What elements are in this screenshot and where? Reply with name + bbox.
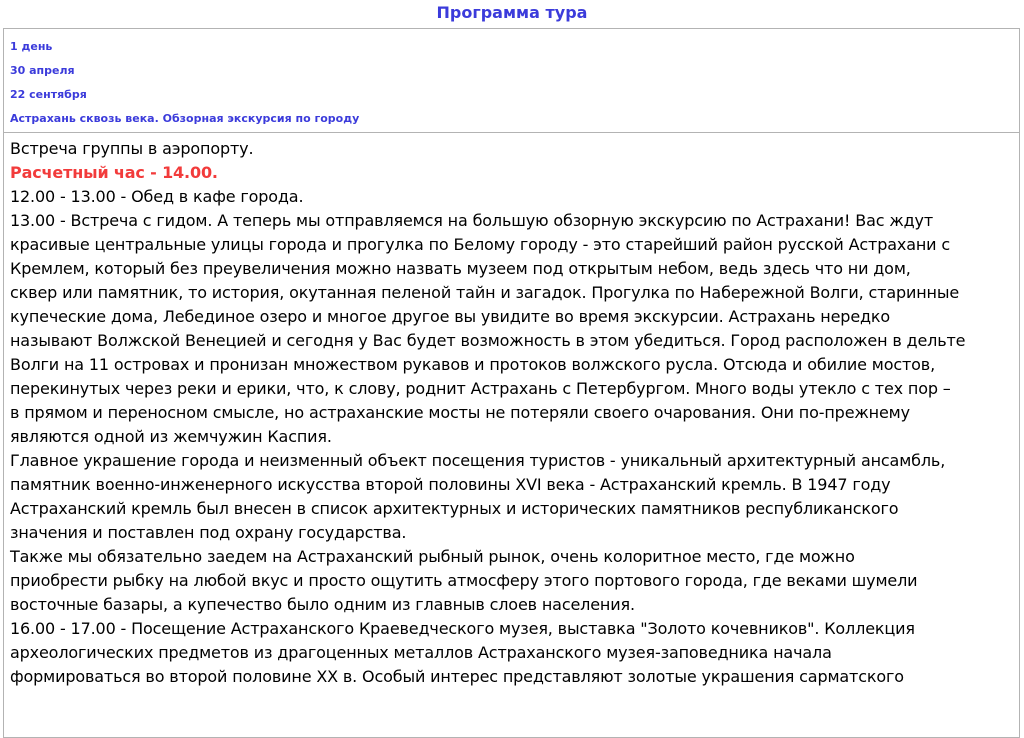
day-description <box>4 133 1019 737</box>
tour-program-table <box>3 28 1020 738</box>
description-line: красивые центральные улицы города и прогулка по Белому городу - это старейший район русской Астрахани с <box>10 235 950 254</box>
description-line-meeting: Встреча группы в аэропорту. <box>10 139 254 158</box>
tour-day-title: Астрахань сквозь века. Обзорная экскурсия по городу <box>10 112 360 125</box>
description-line: формироваться во второй половине XX в. Особый интерес представляют золотые украшения сарматского <box>10 667 904 686</box>
tour-date-second: 22 сентября <box>10 88 87 101</box>
description-line: Астраханский кремль был внесен в список архитектурных и исторических памятников республиканского <box>10 499 899 518</box>
description-line: 16.00 - 17.00 - Посещение Астраханского Краеведческого музея, выставка "Золото кочевников". Коллекция <box>10 619 915 638</box>
day-label: 1 день <box>10 40 53 53</box>
description-line: называют Волжской Венецией и сегодня у Вас будет возможность в этом убедиться. Город расположен в дельте <box>10 331 966 350</box>
description-line: Кремлем, который без преувеличения можно назвать музеем под открытым небом, ведь здесь что ни дом, <box>10 259 911 278</box>
page-title: Программа тура <box>436 3 588 22</box>
description-line: значения и поставлен под охрану государства. <box>10 523 407 542</box>
description-line: Главное украшение города и неизменный объект посещения туристов - уникальный архитектурный ансамбль, <box>10 451 946 470</box>
description-line: в прямом и переносном смысле, но астраханские мосты не потеряли своего очарования. Они по-прежнему <box>10 403 910 422</box>
description-line: купеческие дома, Лебединое озеро и многое другое вы увидите во время экскурсии. Астрахань нередко <box>10 307 891 326</box>
description-line: археологических предметов из драгоценных металлов Астраханского музея-заповедника начала <box>10 643 832 662</box>
description-line: перекинутых через реки и ерики, что, к слову, роднит Астрахань с Петербургом. Много воды утекло с тех пор – <box>10 379 951 398</box>
description-line: Также мы обязательно заедем на Астраханский рыбный рынок, очень колоритное место, где можно <box>10 547 855 566</box>
description-line: памятник военно-инженерного искусства второй половины XVI века - Астраханский кремль. В 1947 году <box>10 475 891 494</box>
tour-date-first: 30 апреля <box>10 64 75 77</box>
description-line: приобрести рыбку на любой вкус и просто ощутить атмосферу этого портового города, где веками шумели <box>10 571 918 590</box>
checkout-time-notice: Расчетный час - 14.00. <box>10 163 218 182</box>
description-line: сквер или памятник, то история, окутанная пеленой тайн и загадок. Прогулка по Набережной Волги, старинные <box>10 283 960 302</box>
description-line: восточные базары, а купечество было одним из главныв слоев населения. <box>10 595 635 614</box>
description-line-lunch: 12.00 - 13.00 - Обед в кафе города. <box>10 187 304 206</box>
description-line: Волги на 11 островах и пронизан множеством рукавов и протоков волжского русла. Отсюда и обилие мостов, <box>10 355 936 374</box>
day-header <box>4 29 1019 133</box>
description-line: являются одной из жемчужин Каспия. <box>10 427 332 446</box>
description-line: 13.00 - Встреча с гидом. А теперь мы отправляемся на большую обзорную экскурсию по Астрахани! Вас ждут <box>10 211 933 230</box>
